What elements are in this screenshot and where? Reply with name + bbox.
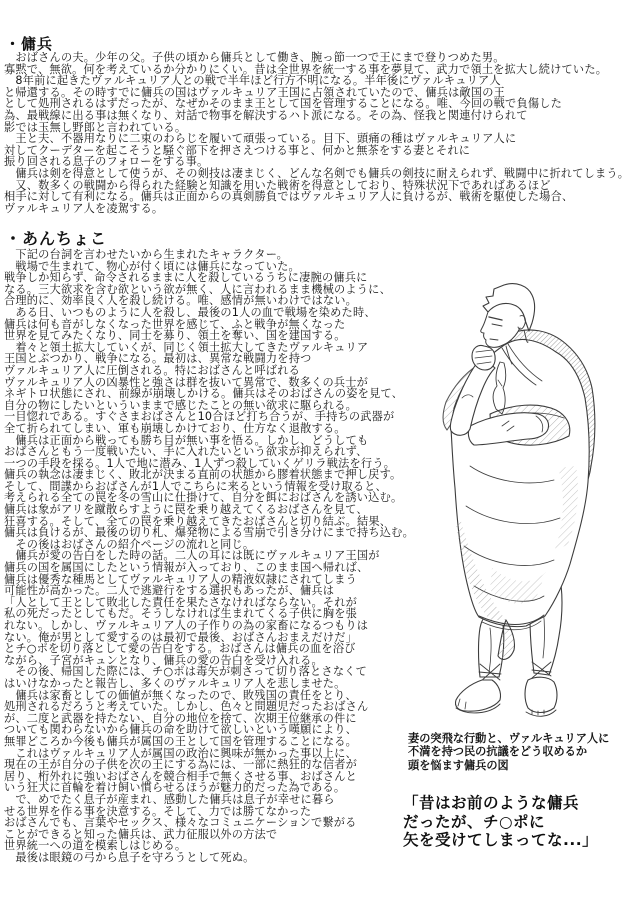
text-line: 矢を受けてしまってな...」 [403,831,599,850]
text-line: ヴァルキュリア人に圧倒される。特におばさんと呼ばれる [4,363,300,377]
anchoko-section-heading: ・あんちょこ [5,229,108,248]
text-line: 一つの手段を採る。1人で地に潜み、1人ずつ殺していくゲリラ戦法を行う。 [4,456,396,470]
illustration-caption [408,732,609,772]
text-line: 下記の台詞を言わせたいから生まれたキャラクター。 [4,248,289,261]
text-line: 戦争しか知らず、命令されるままに人を殺しているうちに凄腕の傭兵に [4,271,368,285]
text-line: 影では玉無し野郎と言われている。 [4,120,187,134]
text-line: 私の死だったとしてもだ。そうしなければ生まれてくる子供に胸を張 [4,607,358,621]
text-line: 傭兵の国を属国にしたという情報が入っており、このまま国へ帰れば、 [4,561,369,575]
text-line: これはヴァルキュリア人が属国の政治に興味が無かった事以上に、 [4,746,357,760]
text-line: 戦場で生まれて、物心が付く頃には傭兵になっていた。 [4,259,300,273]
text-line: そして、間諜からおばさんが1人でこちらに来るという情報を受け取ると、 [4,479,387,493]
text-line: ヴァルキュリア人を凌駕する。 [4,201,164,215]
text-line: 着々と領土拡大していくが、同じく領土拡大してきたヴァルキュリア [4,340,369,354]
text-line: はいけなかったと報告し、多くのヴァルキュリア人を悲しませた。 [4,676,346,690]
text-line: ながら、子宮がキュンとなり、傭兵の愛の告白を受け入れる。 [4,653,323,667]
text-line: 妻の突飛な行動と、ヴァルキュリア人に [408,732,610,745]
text-line: として処刑されるはずだったが、なぜかそのまま王として国を管理することになる。唯、今回の戦で負傷した [4,97,562,111]
text-line: 傭兵は何も音がしなくなった世界を感じて、ふと戦争が無くなった [4,317,346,331]
text-line: ネギトロ状態にされ、前線が崩壊しかける。傭兵はそのおばさんの姿を見て、 [4,387,404,401]
text-line: 不満を持つ民の抗議をどう収めるか [408,745,588,759]
text-line: 傭兵は剣を得意として使うが、その剣技は凄まじく、どんな名剣でも傭兵の剣技に耐えられず、戦闘中に折れてしまう。 [4,166,630,180]
text-line: 世界を見てみたくなり、同士を募り、領土を奪い、国を建国する。 [4,329,346,343]
text-line: 世界統一への道を模索しはじめる。 [4,839,187,853]
text-line: 無罪どころか今後も傭兵が属国の王として国を管理することになる。 [4,734,358,748]
text-line: 傭兵は家畜としての価値が無くなったので、敗残国の責任をとり、 [4,688,357,702]
text-line: 全て折られてしまい、軍も崩壊しかけており、仕方なく退散する。 [4,421,346,435]
text-line: 傭兵は象がアリを蹴散らすように罠を乗り越えてくるおばさんを見て、 [4,503,368,517]
mercenary-section-text [4,52,634,214]
text-line: 対してクーデターを起こそうと騒ぐ部下を押さえつける事と、何かと無茶をする妻とそれに [4,143,471,157]
text-line: 現在の王が自分の子供を次の王にする為には、一部に熱狂的な信者が [4,758,358,772]
text-line: 考えられる全ての罠を冬の雪山に仕掛けて、自分を餌におばさんを誘い込む。 [4,491,403,505]
text-line: おばさんの夫。少年の父。子供の頃から傭兵として働き、腕っ節一つで王にまで登りつめた男。 [4,51,505,64]
text-line: 自分の物にしたいといういままで感じたことの無い欲求に駆られる。 [4,398,358,412]
text-line: 傭兵は優秀な種馬としてヴァルキュリア人の精液奴隷にされてしまう [4,572,357,586]
text-line: だったが、チ○ポに [403,812,546,831]
text-line: ない。俺が男として愛するのは最初で最後、おばさんおまえだけだ」 [4,630,358,644]
text-line: 8年前に起きたヴァルキュリア人との戦で半年ほど行方不明になる。半年後にヴァルキュリア人 [4,74,501,88]
mercenary-quote [403,794,598,850]
text-line: とチ○ポを切り落として愛の告白をする。おばさんは傭兵の血を浴び [4,642,356,656]
text-line: 可能性が高かった。二人で逃避行をする選択もあったが、傭兵は [4,584,335,598]
text-line: ヴァルキュリア人の凶暴性と強さは群を抜いて異常で、数多くの兵士が [4,375,369,389]
text-line: 寡黙で、無欲。何を考えているか分かりにくい。昔は全世界を統一する事を夢見て、武力で領土を拡大し続けていた。 [4,62,608,76]
text-line: 「人として王として敗北した責任を果たさなければならない。それが [4,595,358,609]
text-line: 「昔はお前のような傭兵 [403,794,580,812]
text-line: 傭兵は負けるが、最後の切り札、爆発物による雪崩で引き分けにまで持ち込む。 [4,526,414,540]
text-line: 最後は眼鏡の弓から息子を守ろうとして死ぬ。 [4,850,255,864]
text-line: 傭兵の執念は凄まじく、敗北が決まる直前の状態から膠着状態まで押し戻す。 [4,468,402,482]
text-line: おばさんでも、言葉やセックス、様々なコミュニケーションで繋がる [4,816,357,830]
text-line: せる世界を作る事を決意する。そして、力では勝てなかった [4,804,312,818]
text-line: その後、帰国した際には、チ○ポは毒矢が刺さって切り落とさなくて [4,665,367,679]
sandals [455,662,557,716]
anchoko-section-text [4,249,464,863]
text-line: おばさんともう一度戦いたい、手に入れたいという欲求が抑えられず、 [4,445,368,459]
text-line: と帰還する。その時すでに傭兵の国はヴァルキュリア王国に占領されていたので、傭兵は敵国の王 [4,85,506,99]
text-line: 頭を悩ます傭兵の図 [408,758,509,772]
text-line: が、二度と武器を持たない、自分の地位を捨て、次期王位継承の件に [4,711,357,725]
text-line: 傭兵は正面から戦っても勝ち目が無い事を悟る。しかし、どうしても [4,433,369,447]
text-line: 又、数多くの戦闘から得られた経験と知識を用いた戦術を得意としており、特殊状況下であればあるほど [4,178,551,192]
text-line: なる。三大欲求を含む欲という欲が無く、人に言われるまま機械のように、 [4,282,391,296]
text-line: 王と夫、不器用なりに二束のわらじを履いて頑張っている。目下、頭痛の種はヴァルキュリア人に [4,132,517,146]
text-line: ついても関わらないから傭兵の命を助けて欲しいという嘆願により、 [4,723,358,737]
text-line: その後はおばさんの紹介ページの流れと同じ。 [4,537,255,551]
text-line: 処刑されるだろうと考えていた。しかし、色々と問題児だったおばさん [4,700,369,714]
mercenary-figure-drawing [432,268,632,738]
mercenary-illustration [432,268,632,738]
text-line: 居り、桁外れに強いおばさんを競合相手で無くさせる事、おばさんと [4,769,358,783]
text-line: ことができると知った傭兵は、武力征服以外の方法で [4,827,278,841]
text-line: 王国とぶつかり、戦争になる。最初は、異常な戦闘力を持つ [4,352,312,366]
text-line: で、めでたく息子が産まれ、感動した傭兵は息子が幸せに暮ら [4,792,335,806]
text-line: 振り回される息子のフォローをする事。 [4,155,209,169]
text-line: 一目惚れである。すぐさまおばさんと10合ほど打ち合うが、手持ちの武器が [4,410,395,424]
text-line: 為、最戦線に出る事は無くなり、対話で物事を解決するハト派になる。その為、怪我と関連付けられて [4,108,528,122]
text-line: 狂喜する。そして、全ての罠を乗り越えてきたおばさんと切り結ぶ。結果、 [4,514,392,528]
text-line: いう狂犬に首輪を着け飼い慣らせるほうが魅力的だった為である。 [4,781,346,795]
text-line: 傭兵が愛の告白をした時の話。二人の耳には既にヴァルキュリア王国が [4,549,380,563]
text-line: れない。しかし、ヴァルキュリア人の子作りの為の家畜になるつもりは [4,619,369,632]
mercenary-section-heading: ・傭兵 [5,35,54,53]
text-line: ある日、いつものように人を殺し、最後の1人の血で戦場を染めた時、 [4,305,376,319]
text-line: 相手に対して有利になる。傭兵は正面からの真剣勝負ではヴァルキュリア人に負けるが、戦術を駆使した場合、 [4,190,574,204]
text-line: 合理的に、効率良く人を殺し続ける。唯、感情が無いわけではない。 [4,294,358,308]
